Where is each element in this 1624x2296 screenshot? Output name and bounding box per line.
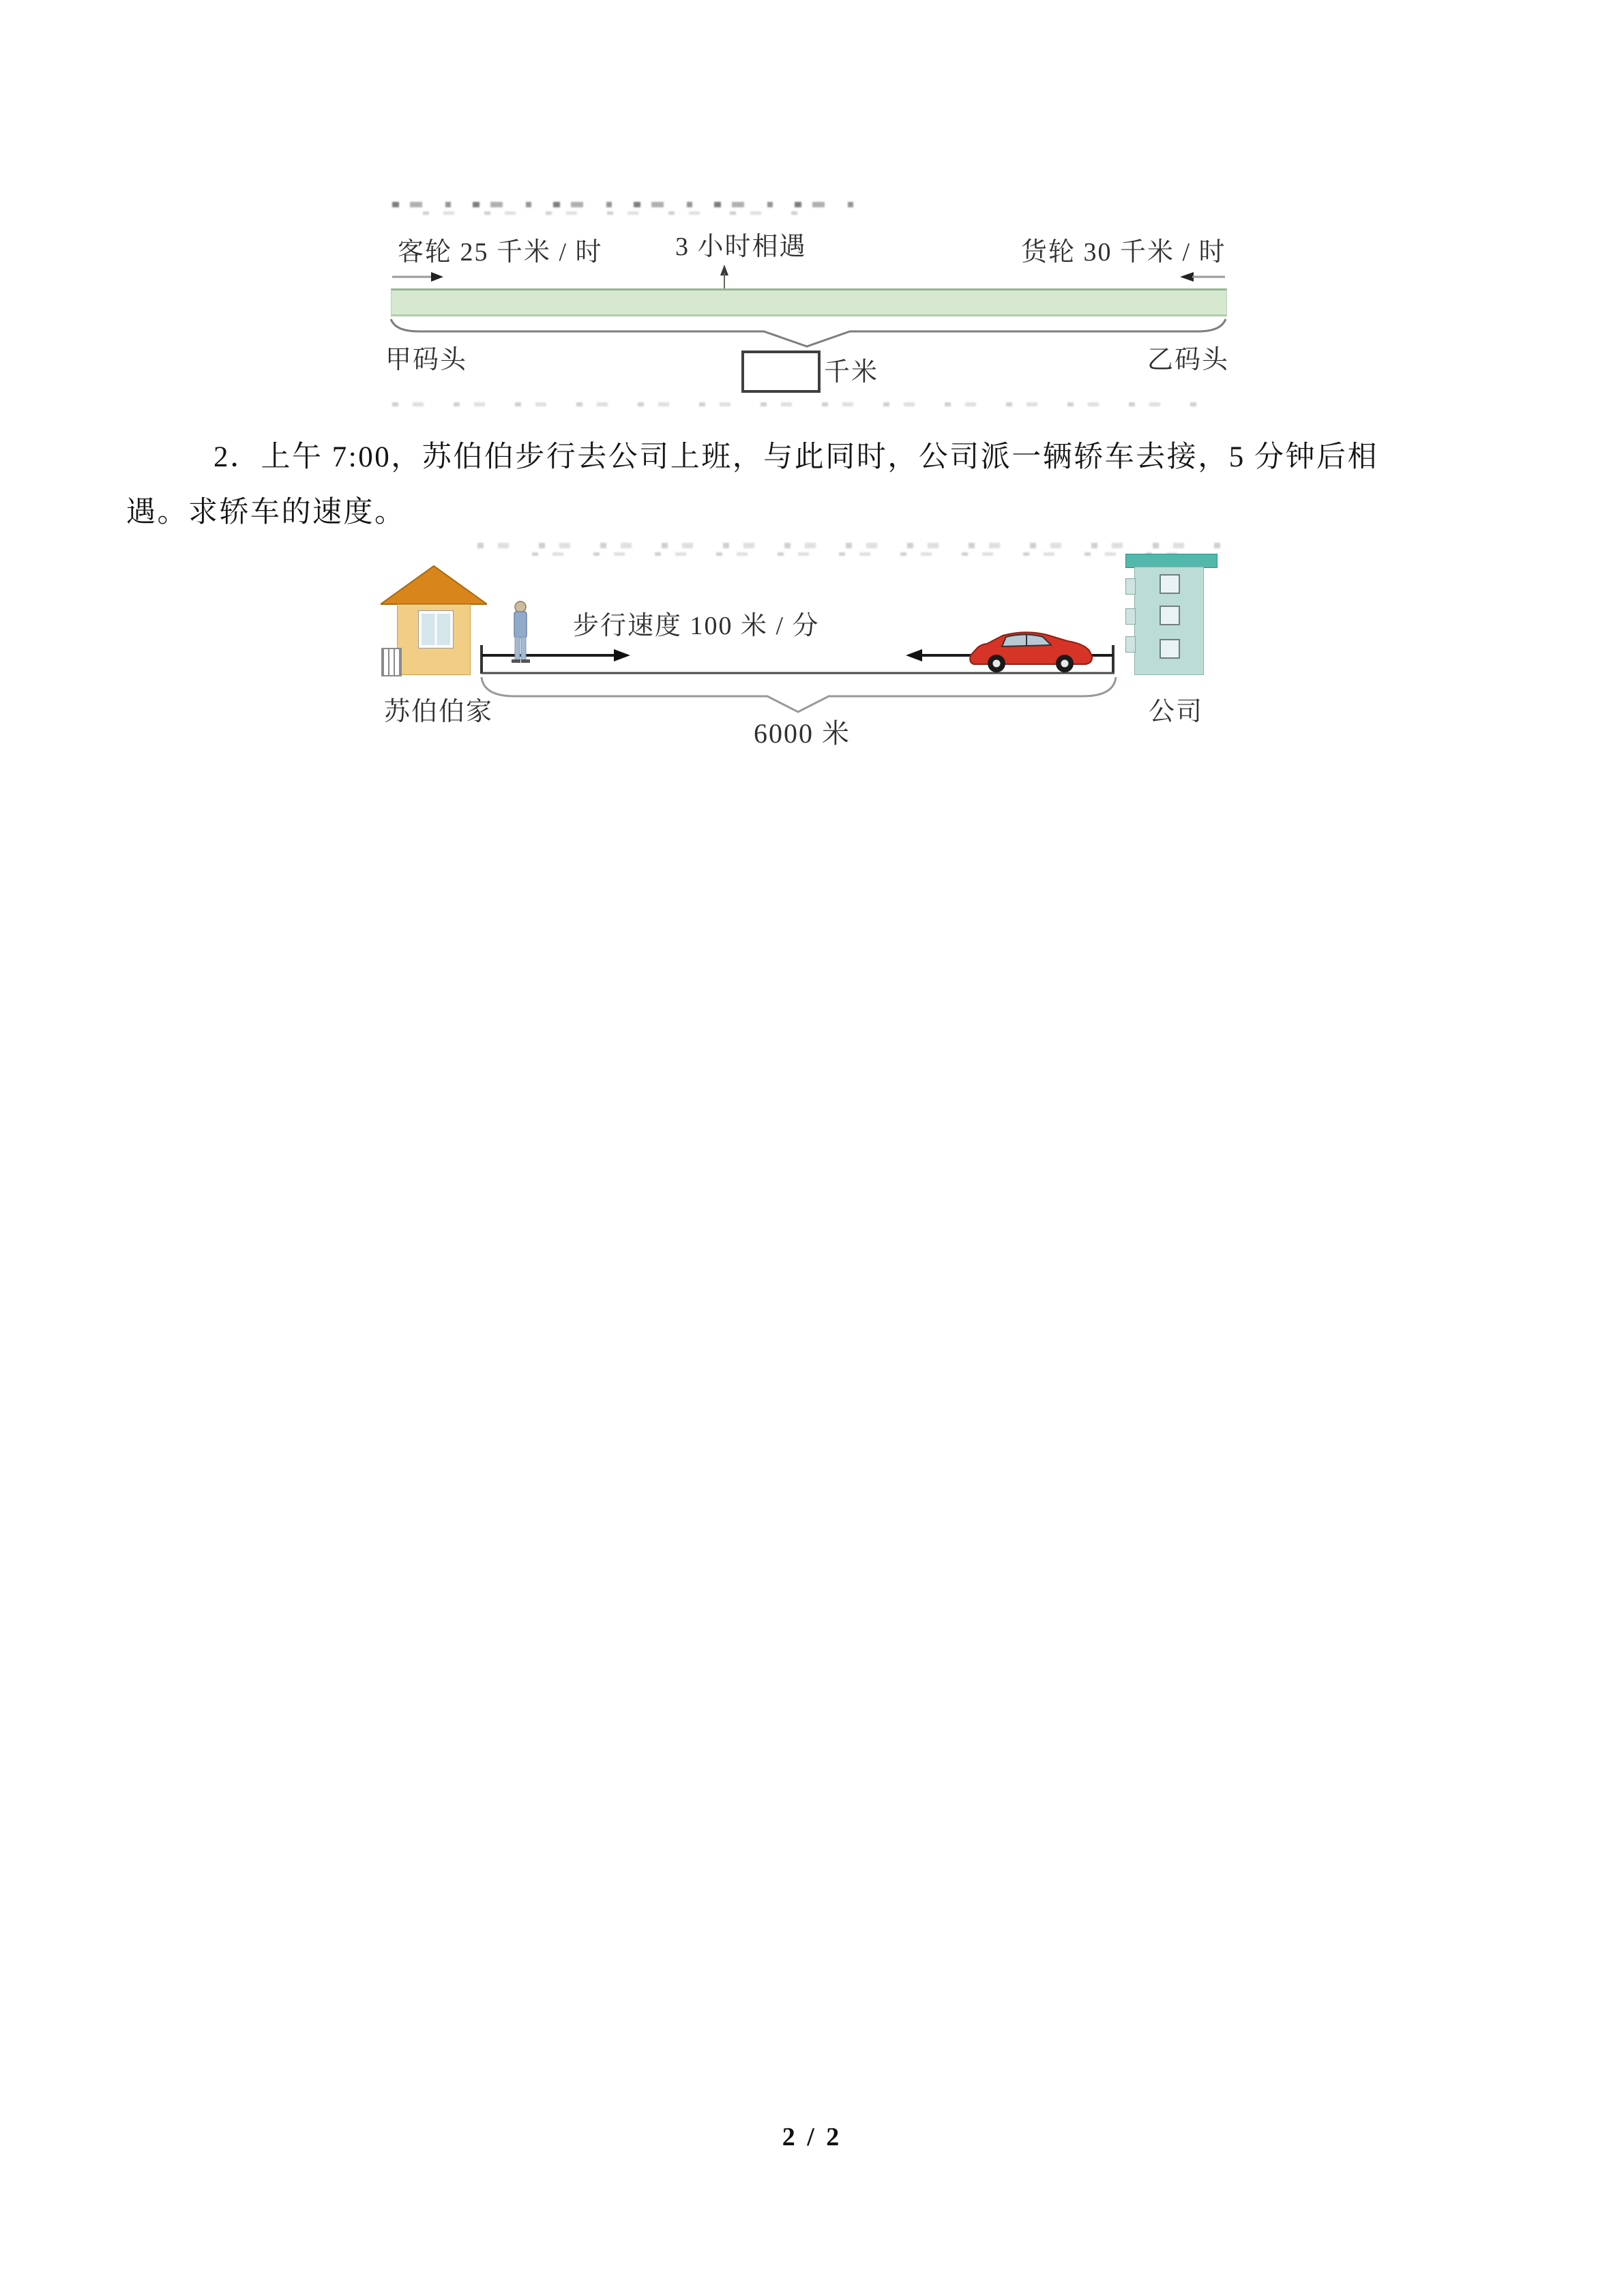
building-window — [1160, 606, 1180, 625]
meeting-time-label: 3 小时相遇 — [675, 233, 807, 261]
left-arrowhead-icon — [906, 649, 922, 661]
building-window — [1160, 574, 1180, 594]
distance-brace — [482, 677, 1116, 712]
person-foot — [512, 659, 520, 663]
problem2-diagram — [368, 539, 1241, 764]
passenger-boat-speed-label: 客轮 25 千米 / 时 — [398, 238, 603, 267]
distance-label: 6000 米 — [754, 718, 851, 749]
page-number: 2 / 2 — [782, 2123, 842, 2151]
scan-artifact-strip — [392, 402, 1200, 406]
person-leg — [515, 637, 520, 660]
answer-box — [741, 351, 821, 393]
person-torso — [514, 612, 527, 638]
building-window — [1160, 639, 1180, 659]
answer-unit-label: 千米 — [824, 358, 879, 387]
building-balcony — [1125, 608, 1136, 625]
company-building-roof — [1125, 554, 1217, 568]
dock-a-label: 甲码头 — [385, 346, 468, 374]
person-leg — [521, 637, 526, 660]
home-label: 苏伯伯家 — [384, 698, 494, 726]
right-arrowhead-icon — [614, 649, 630, 661]
problem1-diagram — [382, 191, 1241, 423]
freight-boat-speed-label: 货轮 30 千米 / 时 — [1021, 238, 1226, 267]
person-foot — [521, 659, 530, 663]
car — [965, 629, 1095, 673]
building-balcony — [1125, 636, 1136, 653]
walking-person — [510, 601, 531, 669]
right-arrowhead-icon — [431, 272, 443, 282]
person-head — [515, 601, 526, 612]
company-label: 公司 — [1149, 698, 1204, 726]
distance-brace — [391, 319, 1226, 346]
dock-b-label: 乙码头 — [1147, 346, 1230, 374]
route-bar — [391, 288, 1227, 316]
building-balcony — [1125, 578, 1136, 595]
problem2-text-line1: 2．上午 7:00，苏伯伯步行去公司上班，与此同时，公司派一辆轿车去接，5 分钟后相 — [213, 441, 1378, 473]
walk-speed-label: 步行速度 100 米 / 分 — [573, 612, 820, 640]
problem2-text-line2: 遇。求轿车的速度。 — [126, 496, 406, 528]
left-arrowhead-icon — [1180, 272, 1194, 282]
